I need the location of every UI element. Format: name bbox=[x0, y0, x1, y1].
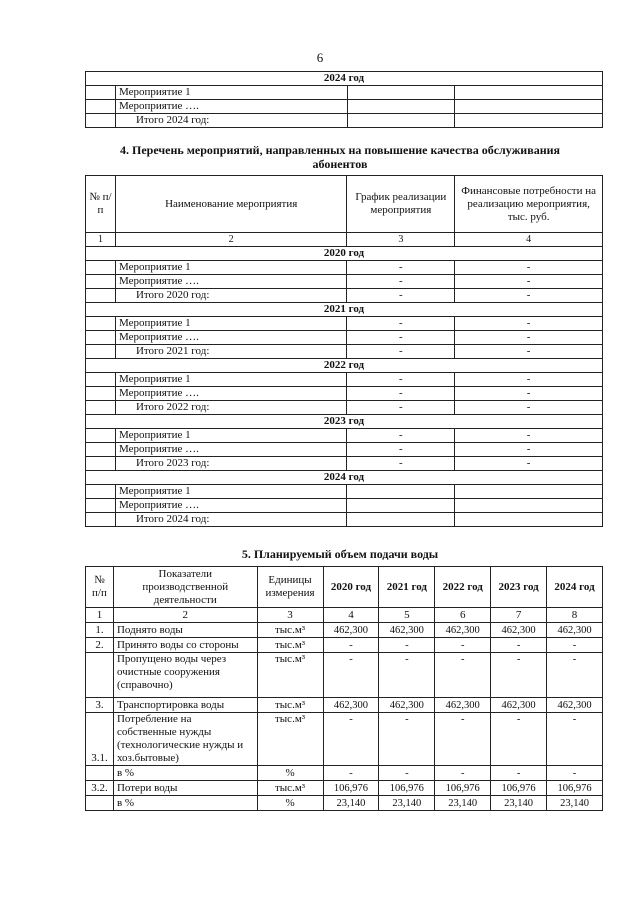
year-value: 23,140 bbox=[379, 796, 435, 811]
year-value: - bbox=[323, 653, 379, 698]
finance-value: - bbox=[455, 443, 603, 457]
year-value: 462,300 bbox=[491, 698, 547, 713]
finance-value: - bbox=[455, 401, 603, 415]
year-value: 23,140 bbox=[323, 796, 379, 811]
col-number: 1 bbox=[86, 233, 116, 247]
column-number-row bbox=[86, 233, 603, 247]
column-number-row bbox=[86, 608, 603, 623]
total-label: Итого 2024 год: bbox=[115, 513, 346, 527]
row-num bbox=[86, 796, 114, 811]
col-number: 8 bbox=[547, 608, 603, 623]
year-label: 2024 год bbox=[86, 72, 603, 86]
year-value: 462,300 bbox=[547, 698, 603, 713]
table-row bbox=[86, 373, 603, 387]
indicator-name: в % bbox=[113, 766, 257, 781]
water-supply-table bbox=[85, 566, 603, 811]
table-row bbox=[86, 513, 603, 527]
schedule-value bbox=[347, 485, 455, 499]
header-year: 2020 год bbox=[323, 567, 379, 608]
unit-value: тыс.м³ bbox=[257, 623, 323, 638]
finance-value: - bbox=[455, 261, 603, 275]
year-value: 106,976 bbox=[323, 781, 379, 796]
col-number: 3 bbox=[257, 608, 323, 623]
row-num bbox=[86, 289, 116, 303]
header-indicator: Показатели производственной деятельности bbox=[113, 567, 257, 608]
schedule-value: - bbox=[347, 289, 455, 303]
schedule-value: - bbox=[347, 317, 455, 331]
row-num bbox=[86, 401, 116, 415]
year-value: - bbox=[547, 766, 603, 781]
service-quality-events-table bbox=[85, 175, 603, 527]
row-num bbox=[86, 766, 114, 781]
year-value: 106,976 bbox=[379, 781, 435, 796]
table-row bbox=[86, 443, 603, 457]
year-value: 106,976 bbox=[491, 781, 547, 796]
table-header-row bbox=[86, 176, 603, 233]
indicator-name: Потребление на собственные нужды (технологические нужды и хоз.бытовые) bbox=[113, 713, 257, 766]
event-name: Мероприятие 1 bbox=[115, 429, 346, 443]
row-num bbox=[86, 457, 116, 471]
header-finance: Финансовые потребности на реализацию мероприятия, тыс. руб. bbox=[455, 176, 603, 233]
table-row bbox=[86, 261, 603, 275]
row-num bbox=[86, 275, 116, 289]
page-number: 6 bbox=[316, 50, 324, 65]
row-num bbox=[86, 261, 116, 275]
total-label: Итого 2022 год: bbox=[115, 401, 346, 415]
year-value: - bbox=[323, 766, 379, 781]
col-number: 6 bbox=[435, 608, 491, 623]
event-name: Мероприятие 1 bbox=[115, 485, 346, 499]
row-num bbox=[86, 653, 114, 698]
table-row bbox=[86, 623, 603, 638]
finance-value bbox=[455, 513, 603, 527]
row-num: 3.2. bbox=[86, 781, 114, 796]
indicator-name: Потери воды bbox=[113, 781, 257, 796]
event-name: Мероприятие …. bbox=[115, 387, 346, 401]
table-row bbox=[86, 114, 603, 128]
header-year: 2021 год bbox=[379, 567, 435, 608]
table-row bbox=[86, 766, 603, 781]
header-name: Наименование мероприятия bbox=[115, 176, 346, 233]
schedule-value bbox=[347, 513, 455, 527]
year-value: 23,140 bbox=[491, 796, 547, 811]
year-value: 462,300 bbox=[435, 623, 491, 638]
row-num bbox=[86, 331, 116, 345]
year-value: 23,140 bbox=[547, 796, 603, 811]
year-value: - bbox=[323, 713, 379, 766]
events-table-continued bbox=[85, 71, 603, 128]
year-value: - bbox=[435, 653, 491, 698]
year-label: 2021 год bbox=[86, 303, 603, 317]
finance-value: - bbox=[455, 317, 603, 331]
unit-value: тыс.м³ bbox=[257, 698, 323, 713]
year-value: 462,300 bbox=[491, 623, 547, 638]
row-num: 1. bbox=[86, 623, 114, 638]
year-value: 23,140 bbox=[435, 796, 491, 811]
col-number: 2 bbox=[113, 608, 257, 623]
row-num bbox=[86, 443, 116, 457]
header-unit: Единицы измерения bbox=[257, 567, 323, 608]
year-value: - bbox=[379, 713, 435, 766]
col-number: 7 bbox=[491, 608, 547, 623]
table-row bbox=[86, 713, 603, 766]
row-num: 3.1. bbox=[86, 713, 114, 766]
row-num bbox=[86, 387, 116, 401]
header-num: № п/п bbox=[86, 567, 114, 608]
year-header-row bbox=[86, 415, 603, 429]
schedule-value: - bbox=[347, 373, 455, 387]
year-label: 2022 год bbox=[86, 359, 603, 373]
year-header-row bbox=[86, 359, 603, 373]
indicator-name: Поднято воды bbox=[113, 623, 257, 638]
table-row bbox=[86, 275, 603, 289]
year-header-row bbox=[86, 303, 603, 317]
table-header-row bbox=[86, 567, 603, 608]
section-4-title: 4. Перечень мероприятий, направленных на повышение качества обслуживания абонентов bbox=[119, 143, 561, 171]
unit-value: тыс.м³ bbox=[257, 653, 323, 698]
unit-value: % bbox=[257, 796, 323, 811]
year-label: 2020 год bbox=[86, 247, 603, 261]
finance-value: - bbox=[455, 429, 603, 443]
indicator-name: Пропущено воды через очистные сооружения (справочно) bbox=[113, 653, 257, 698]
table-row bbox=[86, 781, 603, 796]
table-row bbox=[86, 698, 603, 713]
year-header-row bbox=[86, 471, 603, 485]
year-value: 462,300 bbox=[323, 623, 379, 638]
year-value: - bbox=[491, 713, 547, 766]
schedule-value: - bbox=[347, 429, 455, 443]
year-value: 106,976 bbox=[435, 781, 491, 796]
header-num: № п/п bbox=[86, 176, 116, 233]
year-value: - bbox=[491, 653, 547, 698]
table-row bbox=[86, 100, 603, 114]
year-value: 462,300 bbox=[547, 623, 603, 638]
table-row bbox=[86, 485, 603, 499]
row-num: 2. bbox=[86, 638, 114, 653]
total-label: Итого 2024 год: bbox=[115, 114, 347, 128]
year-value: - bbox=[435, 713, 491, 766]
col-number: 4 bbox=[323, 608, 379, 623]
year-value: - bbox=[379, 766, 435, 781]
year-value: - bbox=[547, 653, 603, 698]
table-row bbox=[86, 345, 603, 359]
year-header-row bbox=[86, 72, 603, 86]
year-value: - bbox=[435, 638, 491, 653]
table-row bbox=[86, 317, 603, 331]
event-name: Мероприятие …. bbox=[115, 100, 347, 114]
table-row bbox=[86, 289, 603, 303]
table-row bbox=[86, 499, 603, 513]
table-row bbox=[86, 86, 603, 100]
schedule-value: - bbox=[347, 261, 455, 275]
year-value: - bbox=[491, 766, 547, 781]
total-label: Итого 2021 год: bbox=[115, 345, 346, 359]
event-name: Мероприятие 1 bbox=[115, 317, 346, 331]
finance-value bbox=[455, 499, 603, 513]
year-value: - bbox=[547, 713, 603, 766]
row-num bbox=[86, 513, 116, 527]
schedule-value: - bbox=[347, 345, 455, 359]
col-number: 1 bbox=[86, 608, 114, 623]
finance-value: - bbox=[455, 387, 603, 401]
unit-value: % bbox=[257, 766, 323, 781]
table-row bbox=[86, 638, 603, 653]
year-value: - bbox=[547, 638, 603, 653]
year-value: 462,300 bbox=[379, 698, 435, 713]
year-value: - bbox=[379, 638, 435, 653]
finance-value: - bbox=[455, 331, 603, 345]
year-label: 2024 год bbox=[86, 471, 603, 485]
finance-value: - bbox=[455, 457, 603, 471]
header-year: 2024 год bbox=[547, 567, 603, 608]
year-value: - bbox=[379, 653, 435, 698]
table-row bbox=[86, 429, 603, 443]
row-num bbox=[86, 499, 116, 513]
year-value: 462,300 bbox=[379, 623, 435, 638]
finance-value: - bbox=[455, 373, 603, 387]
event-name: Мероприятие 1 bbox=[115, 86, 347, 100]
col-number: 2 bbox=[115, 233, 346, 247]
unit-value: тыс.м³ bbox=[257, 781, 323, 796]
event-name: Мероприятие …. bbox=[115, 499, 346, 513]
schedule-value: - bbox=[347, 443, 455, 457]
event-name: Мероприятие …. bbox=[115, 331, 346, 345]
finance-value bbox=[455, 485, 603, 499]
schedule-value: - bbox=[347, 401, 455, 415]
event-name: Мероприятие …. bbox=[115, 443, 346, 457]
unit-value: тыс.м³ bbox=[257, 638, 323, 653]
schedule-value: - bbox=[347, 457, 455, 471]
section-5-title: 5. Планируемый объем подачи воды bbox=[241, 547, 439, 561]
table-row bbox=[86, 401, 603, 415]
finance-value: - bbox=[455, 289, 603, 303]
row-num bbox=[86, 373, 116, 387]
header-year: 2023 год bbox=[491, 567, 547, 608]
table-row bbox=[86, 653, 603, 698]
total-label: Итого 2023 год: bbox=[115, 457, 346, 471]
col-number: 5 bbox=[379, 608, 435, 623]
header-schedule: График реализации мероприятия bbox=[347, 176, 455, 233]
year-value: 462,300 bbox=[435, 698, 491, 713]
year-value: - bbox=[435, 766, 491, 781]
col-number: 4 bbox=[455, 233, 603, 247]
row-num bbox=[86, 317, 116, 331]
year-header-row bbox=[86, 247, 603, 261]
finance-value: - bbox=[455, 275, 603, 289]
row-num bbox=[86, 429, 116, 443]
year-value: - bbox=[323, 638, 379, 653]
year-value: - bbox=[491, 638, 547, 653]
total-label: Итого 2020 год: bbox=[115, 289, 346, 303]
indicator-name: Транспортировка воды bbox=[113, 698, 257, 713]
year-value: 106,976 bbox=[547, 781, 603, 796]
unit-value: тыс.м³ bbox=[257, 713, 323, 766]
schedule-value: - bbox=[347, 331, 455, 345]
year-value: 462,300 bbox=[323, 698, 379, 713]
table-row bbox=[86, 796, 603, 811]
event-name: Мероприятие 1 bbox=[115, 373, 346, 387]
row-num bbox=[86, 345, 116, 359]
row-num: 3. bbox=[86, 698, 114, 713]
indicator-name: в % bbox=[113, 796, 257, 811]
table-row bbox=[86, 457, 603, 471]
event-name: Мероприятие …. bbox=[115, 275, 346, 289]
indicator-name: Принято воды со стороны bbox=[113, 638, 257, 653]
event-name: Мероприятие 1 bbox=[115, 261, 346, 275]
header-year: 2022 год bbox=[435, 567, 491, 608]
schedule-value: - bbox=[347, 387, 455, 401]
table-row bbox=[86, 331, 603, 345]
year-label: 2023 год bbox=[86, 415, 603, 429]
row-num bbox=[86, 485, 116, 499]
table-row bbox=[86, 387, 603, 401]
schedule-value: - bbox=[347, 275, 455, 289]
col-number: 3 bbox=[347, 233, 455, 247]
finance-value: - bbox=[455, 345, 603, 359]
schedule-value bbox=[347, 499, 455, 513]
